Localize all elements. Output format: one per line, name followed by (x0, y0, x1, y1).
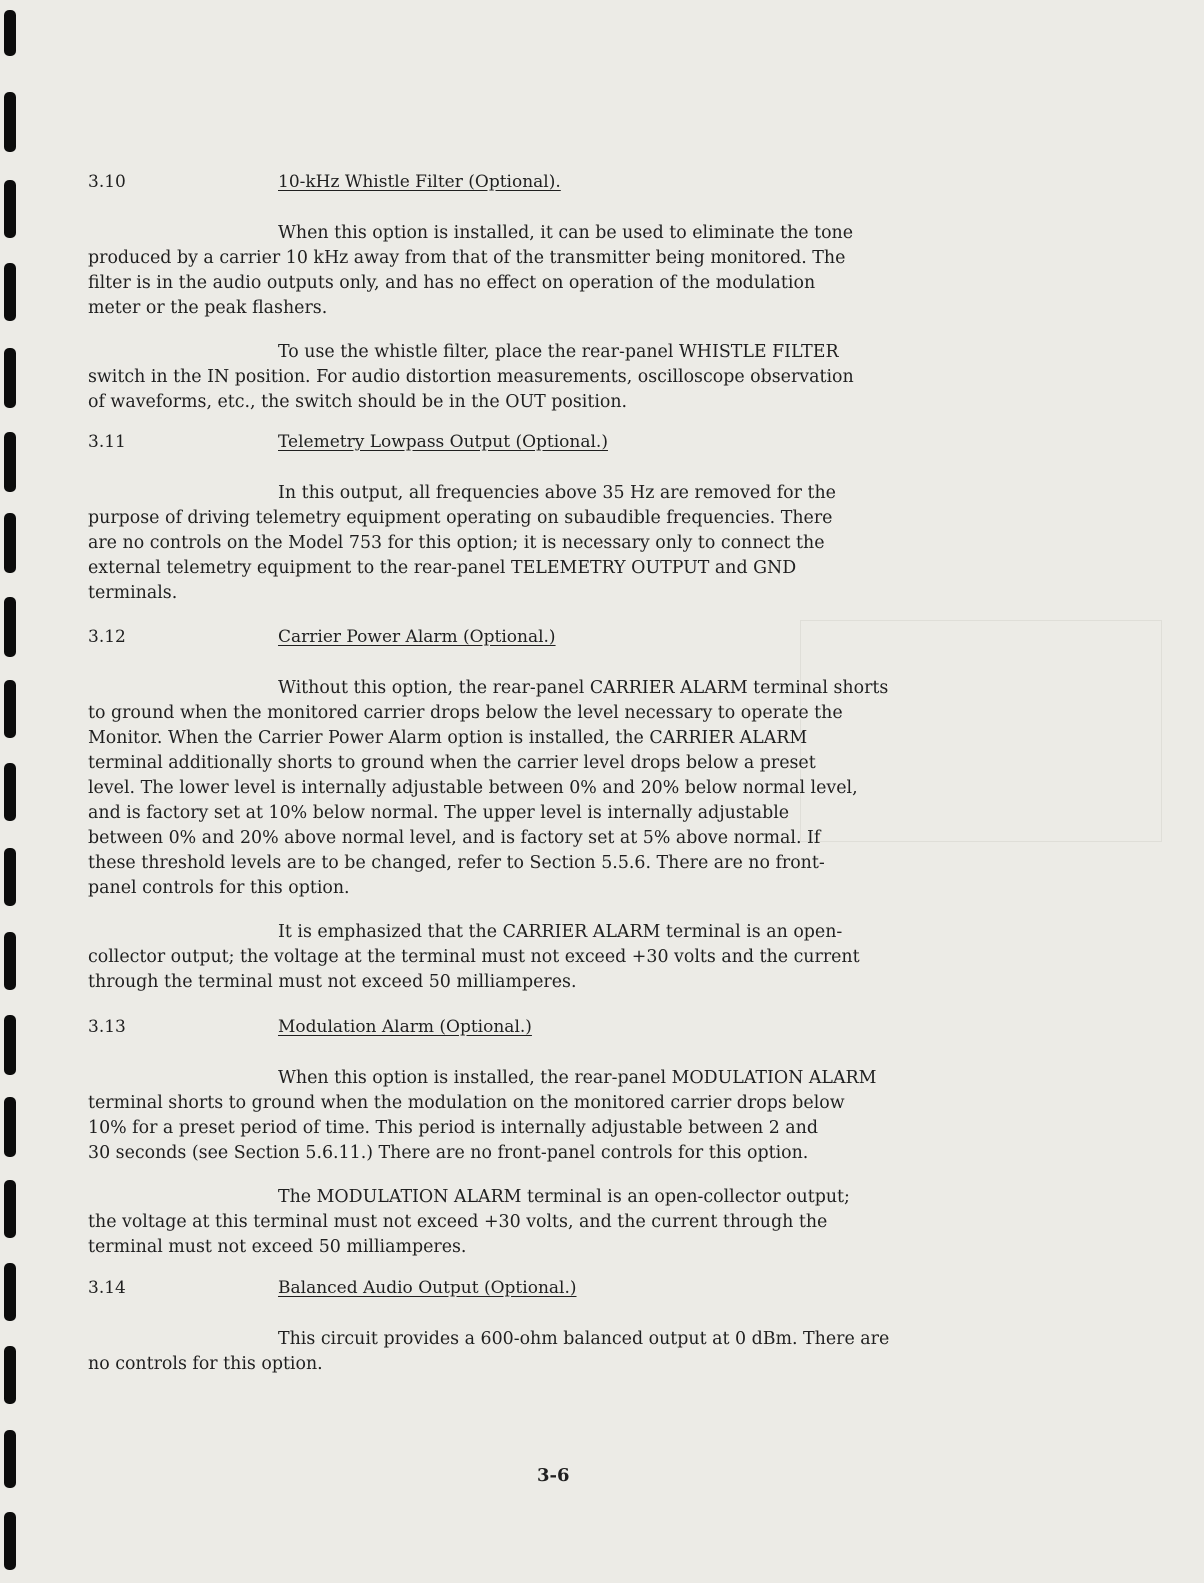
paragraph: When this option is installed, the rear-panel MODULATION ALARM terminal shorts to ground when the modulation on the monitored carrier drops below 10% for a preset period of time. This period is internally adjustable between 2 and 30 seconds (see Section 5.6.11.) There are no front-panel controls for this option. (88, 1068, 877, 1163)
binding-mark (4, 1430, 16, 1488)
section-title: Balanced Audio Output (Optional.) (278, 1278, 577, 1298)
binding-mark (4, 432, 16, 492)
binding-mark (4, 180, 16, 238)
section-title: 10-kHz Whistle Filter (Optional). (278, 172, 561, 192)
section-heading (88, 432, 1168, 462)
section-3-12 (88, 627, 1168, 995)
binding-mark (4, 348, 16, 408)
binding-mark (4, 1346, 16, 1404)
section-heading (88, 1017, 1168, 1047)
paragraph: When this option is installed, it can be used to eliminate the tone produced by a carrier 10 kHz away from that of the transmitter being monitored. The filter is in the audio outputs only, and has no effect on operation of the modulation meter or the peak flashers. (88, 223, 854, 318)
binding-mark (4, 1263, 16, 1321)
page-number: 3-6 (537, 1465, 570, 1486)
section-number: 3.10 (88, 172, 126, 192)
section-heading (88, 1278, 1168, 1308)
section-3-14 (88, 1278, 1168, 1377)
binding-mark (4, 597, 16, 657)
binding-mark (4, 513, 16, 573)
section-3-10 (88, 172, 1168, 415)
section-3-13 (88, 1017, 1168, 1260)
binding-mark (4, 92, 16, 152)
paragraph: This circuit provides a 600-ohm balanced output at 0 dBm. There are no controls for this option. (88, 1329, 890, 1374)
binding-mark (4, 763, 16, 821)
binding-mark (4, 1512, 16, 1570)
binding-mark (4, 263, 16, 321)
section-heading (88, 627, 1168, 657)
paragraph: The MODULATION ALARM terminal is an open-collector output; the voltage at this terminal must not exceed +30 volts, and the current through the terminal must not exceed 50 milliamperes. (88, 1187, 850, 1257)
section-title: Telemetry Lowpass Output (Optional.) (278, 432, 608, 452)
binding-mark (4, 680, 16, 738)
binding-mark (4, 848, 16, 906)
binding-mark (4, 10, 16, 56)
binding-mark (4, 1097, 16, 1157)
paragraph: It is emphasized that the CARRIER ALARM terminal is an open- collector output; the voltage at the terminal must not exceed +30 volts and the current through the terminal must not exceed 50 milliamperes. (88, 922, 860, 992)
paragraph: In this output, all frequencies above 35 Hz are removed for the purpose of driving telemetry equipment operating on subaudible frequencies. There are no controls on the Model 753 for this option; it is necessary only to connect the external telemetry equipment to the rear-panel TELEMETRY OUTPUT and GND terminals. (88, 483, 836, 603)
binding-mark (4, 1015, 16, 1075)
binding-mark (4, 932, 16, 990)
section-title: Modulation Alarm (Optional.) (278, 1017, 532, 1037)
section-number: 3.14 (88, 1278, 126, 1298)
section-3-11 (88, 432, 1168, 606)
paragraph: Without this option, the rear-panel CARRIER ALARM terminal shorts to ground when the monitored carrier drops below the level necessary to operate the Monitor. When the Carrier Power Alarm option is installed, the CARRIER ALARM terminal additionally shorts to ground when the carrier level drops below a preset level. The lower level is internally adjustable between 0% and 20% below normal level, and is factory set at 10% below normal. The upper level is internally adjustable between 0% and 20% above normal level, and is factory set at 5% above normal. If these threshold levels are to be changed, refer to Section 5.5.6. There are no front- panel controls for this option. (88, 678, 889, 898)
binding-mark (4, 1180, 16, 1238)
section-number: 3.13 (88, 1017, 126, 1037)
section-number: 3.11 (88, 432, 126, 452)
section-number: 3.12 (88, 627, 126, 647)
section-heading (88, 172, 1168, 202)
paragraph: To use the whistle filter, place the rear-panel WHISTLE FILTER switch in the IN position. For audio distortion measurements, oscilloscope observation of waveforms, etc., the switch should be in the OUT position. (88, 342, 854, 412)
section-title: Carrier Power Alarm (Optional.) (278, 627, 556, 647)
